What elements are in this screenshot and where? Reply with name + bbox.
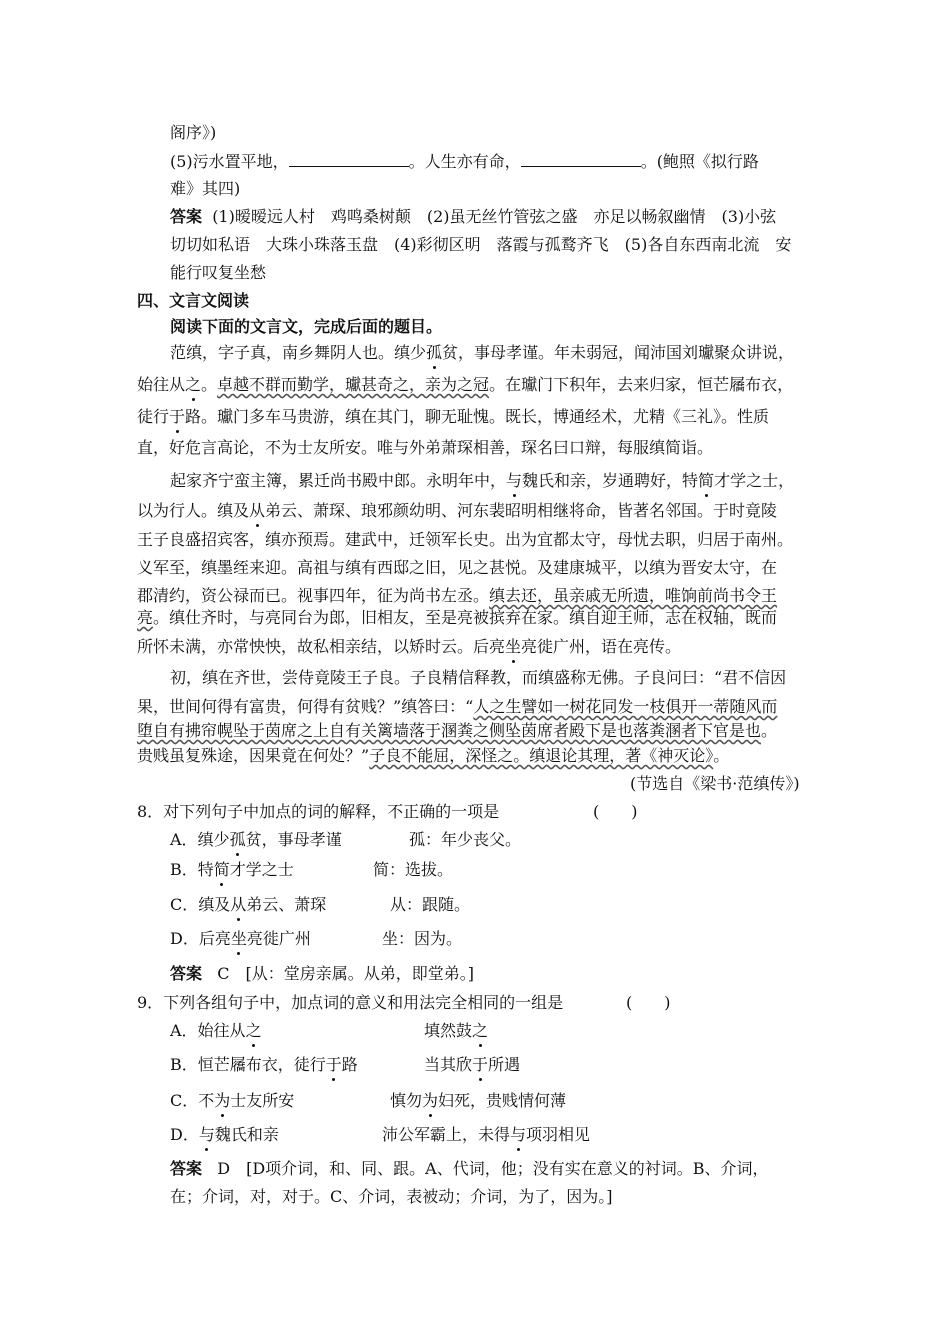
q8-option-b[interactable]: B．特简才学之士 (170, 860, 294, 879)
translation-sentence: 卓越不群而勤学，瓛甚奇之，亲为之冠 (217, 375, 490, 394)
passage-line: 堕自有拂帘幌坠于茵席之上自有关篱墙落于溷粪之侧坠茵席者殿下是也落粪溷者下官是也。 (137, 721, 778, 740)
passage-line: 义军至，缜墨绖来迎。高祖与缜有西邸之旧，见之甚悦。及建康城平，以缜为晋安太守，在 (137, 558, 778, 577)
question-9-answer-paren[interactable]: ( ) (626, 993, 671, 1012)
q9-option-a[interactable]: A．始往从之 (170, 1021, 262, 1040)
question-9-stem: 9．下列各组句子中，加点词的意义和用法完全相同的一组是 (137, 993, 564, 1012)
fill-blank-1[interactable] (289, 150, 409, 167)
q8-option-d-explanation: 坐：因为。 (382, 929, 463, 948)
dotted-word: 简 (213, 860, 230, 879)
q9-answer-line-1: 答案 D [D项介词，和、同、跟。A、代词，他；没有实在意义的衬词。B、介词， (170, 1159, 769, 1178)
dotted-word: 为 (422, 1091, 439, 1110)
dotted-word: 之 (245, 1021, 262, 1040)
dotted-word: 与 (198, 1125, 215, 1144)
q9-answer-line-2: 在；介词，对，对于。C、介词，表被动；介词，为了，因为。] (170, 1187, 613, 1206)
fill-blank-2[interactable] (521, 150, 641, 167)
section-heading: 四、文言文阅读 (137, 291, 250, 310)
answer-label: 答案 (170, 1159, 203, 1178)
question-8-answer-paren[interactable]: ( ) (593, 802, 638, 821)
poem-line-2: (5)污水置平地， 。人生亦有命， 。(鲍照《拟行路 (170, 152, 759, 171)
passage-line: 徒行于路。瓛门多车马贵游，缜在其门，聊无耻愧。既长，博通经术，尤精《三礼》。性质 (137, 407, 770, 426)
q8-answer: 答案 C [从：堂房亲属。从弟，即堂弟。] (170, 964, 475, 983)
translation-sentence: 亮 (137, 608, 154, 627)
passage-line: 起家齐宁蛮主簿，累迁尚书殿中郎。永明年中，与魏氏和亲，岁通聘好，特简才学之士， (170, 471, 795, 490)
q8-option-d[interactable]: D．后亮坐亮徙广州 (170, 929, 311, 948)
dotted-word: 于 (169, 407, 186, 426)
q8-option-a-explanation: 孤：年少丧父。 (409, 830, 522, 849)
q8-option-c[interactable]: C．缜及从弟云、萧琛 (170, 895, 327, 914)
passage-line: 亮。缜仕齐时，与亮同台为郎，旧相友，至是亮被摈弃在家。缜自迎王师，志在权轴，既而 (137, 608, 778, 627)
poem-line-1: 阁序》) (170, 123, 217, 142)
q9-option-c-pair: 慎勿为妇死，贵贱情何薄 (390, 1091, 567, 1110)
passage-line: 郡清约，资公禄而已。视事四年，征为尚书左丞。缜去还，虽亲戚无所遗，唯饷前尚书令王 (137, 586, 778, 605)
passage-source: (节选自《梁书·范缜传》) (630, 774, 800, 793)
passage-line: 始往从之。卓越不群而勤学，瓛甚奇之，亲为之冠。在瓛门下积年，去来归家，恒芒屩布衣， (137, 375, 794, 394)
q9-option-d[interactable]: D．与魏氏和亲 (170, 1125, 279, 1144)
dotted-word: 为 (214, 1091, 231, 1110)
answer-1-line-2: 切切如私语 大珠小珠落玉盘 (4)彩彻区明 落霞与孤鹜齐飞 (5)各自东西南北流 安 (170, 235, 792, 254)
q9-option-b[interactable]: B．恒芒屩布衣，徒行于路 (170, 1055, 358, 1074)
dotted-word: 孤 (426, 343, 443, 362)
dotted-word: 于 (472, 1055, 489, 1074)
q9-option-a-pair: 填然鼓之 (424, 1021, 489, 1040)
q9-option-c[interactable]: C．不为士友所安 (170, 1091, 295, 1110)
q8-option-c-explanation: 从：跟随。 (390, 895, 471, 914)
dotted-word: 与 (506, 471, 523, 490)
passage-line: 王子良盛招宾客，缜亦预焉。建武中，迁领军长史。出为宜都太守，母忧去职，归居于南州。 (137, 530, 794, 549)
passage-line: 果，世间何得有富贵，何得有贫贱？”缜答曰：“人之生譬如一树花同发一枝俱开一蒂随风而 (137, 697, 778, 716)
poem-line-3: 难》其四) (170, 179, 241, 198)
dotted-word: 与 (510, 1125, 527, 1144)
dotted-word: 之 (185, 375, 202, 394)
passage-line: 初，缜在齐世，尝侍竟陵王子良。子良精信释教，而缜盛称无佛。子良问曰：“君不信因 (170, 668, 787, 687)
passage-line: 所怀未满，亦常怏怏，故私相亲结，以矫时云。后亮坐亮徙广州，语在亮传。 (137, 637, 682, 656)
dotted-word: 坐 (230, 929, 247, 948)
passage-line: 以为行人。缜及从弟云、萧琛、琅邪颜幼明、河东裴昭明相继将命，皆著名邻国。于时竟陵 (137, 501, 778, 520)
q9-option-d-pair: 沛公军霸上，未得与项羽相见 (382, 1125, 591, 1144)
passage-line: 贵贱虽复殊途，因果竟在何处？”子良不能屈，深怪之。缜退论其理，著《神灭论》。 (137, 746, 730, 765)
dotted-word: 从 (249, 501, 266, 520)
answer-1-line-1: 答案 (1)暧暧远人村 鸡鸣桑树颠 (2)虽无丝竹管弦之盛 亦足以畅叙幽情 (3)小弦 (170, 207, 777, 226)
question-8-stem: 8．对下列句子中加点的词的解释，不正确的一项是 (137, 802, 500, 821)
passage-line: 范缜，字子真，南乡舞阴人也。缜少孤贫，事母孝谨。年未弱冠，闻沛国刘瓛聚众讲说， (170, 343, 795, 362)
q8-option-a[interactable]: A．缜少孤贫，事母孝谨 (170, 830, 342, 849)
dotted-word: 孤 (229, 830, 246, 849)
q9-option-b-pair: 当其欣于所遇 (424, 1055, 521, 1074)
dotted-word: 之 (472, 1021, 489, 1040)
punctuation-passage: 人之生譬如一树花同发一枝俱开一蒂随风而 (473, 697, 778, 716)
translation-sentence: 缜去还，虽亲戚无所遗，唯饷前尚书令王 (489, 586, 778, 605)
section-instruction: 阅读下面的文言文，完成后面的题目。 (170, 317, 443, 336)
q8-option-b-explanation: 简：选拔。 (373, 860, 454, 879)
answer-label: 答案 (170, 207, 203, 226)
dotted-word: 坐 (505, 637, 522, 656)
answer-label: 答案 (170, 964, 203, 983)
dotted-word: 于 (325, 1055, 342, 1074)
answer-1-line-3: 能行叹复坐愁 (170, 263, 267, 282)
passage-line: 直，好危言高论，不为士友所安。唯与外弟萧琛相善，琛名曰口辩，每服缜简诣。 (137, 438, 714, 457)
translation-sentence: 子良不能屈，深怪之。缜退论其理，著《神灭论》 (369, 746, 714, 765)
dotted-word: 从 (230, 895, 247, 914)
dotted-word: 简 (698, 471, 715, 490)
punctuation-passage: 堕自有拂帘幌坠于茵席之上自有关篱墙落于溷粪之侧坠茵席者殿下是也落粪溷者下官是也 (137, 721, 762, 740)
